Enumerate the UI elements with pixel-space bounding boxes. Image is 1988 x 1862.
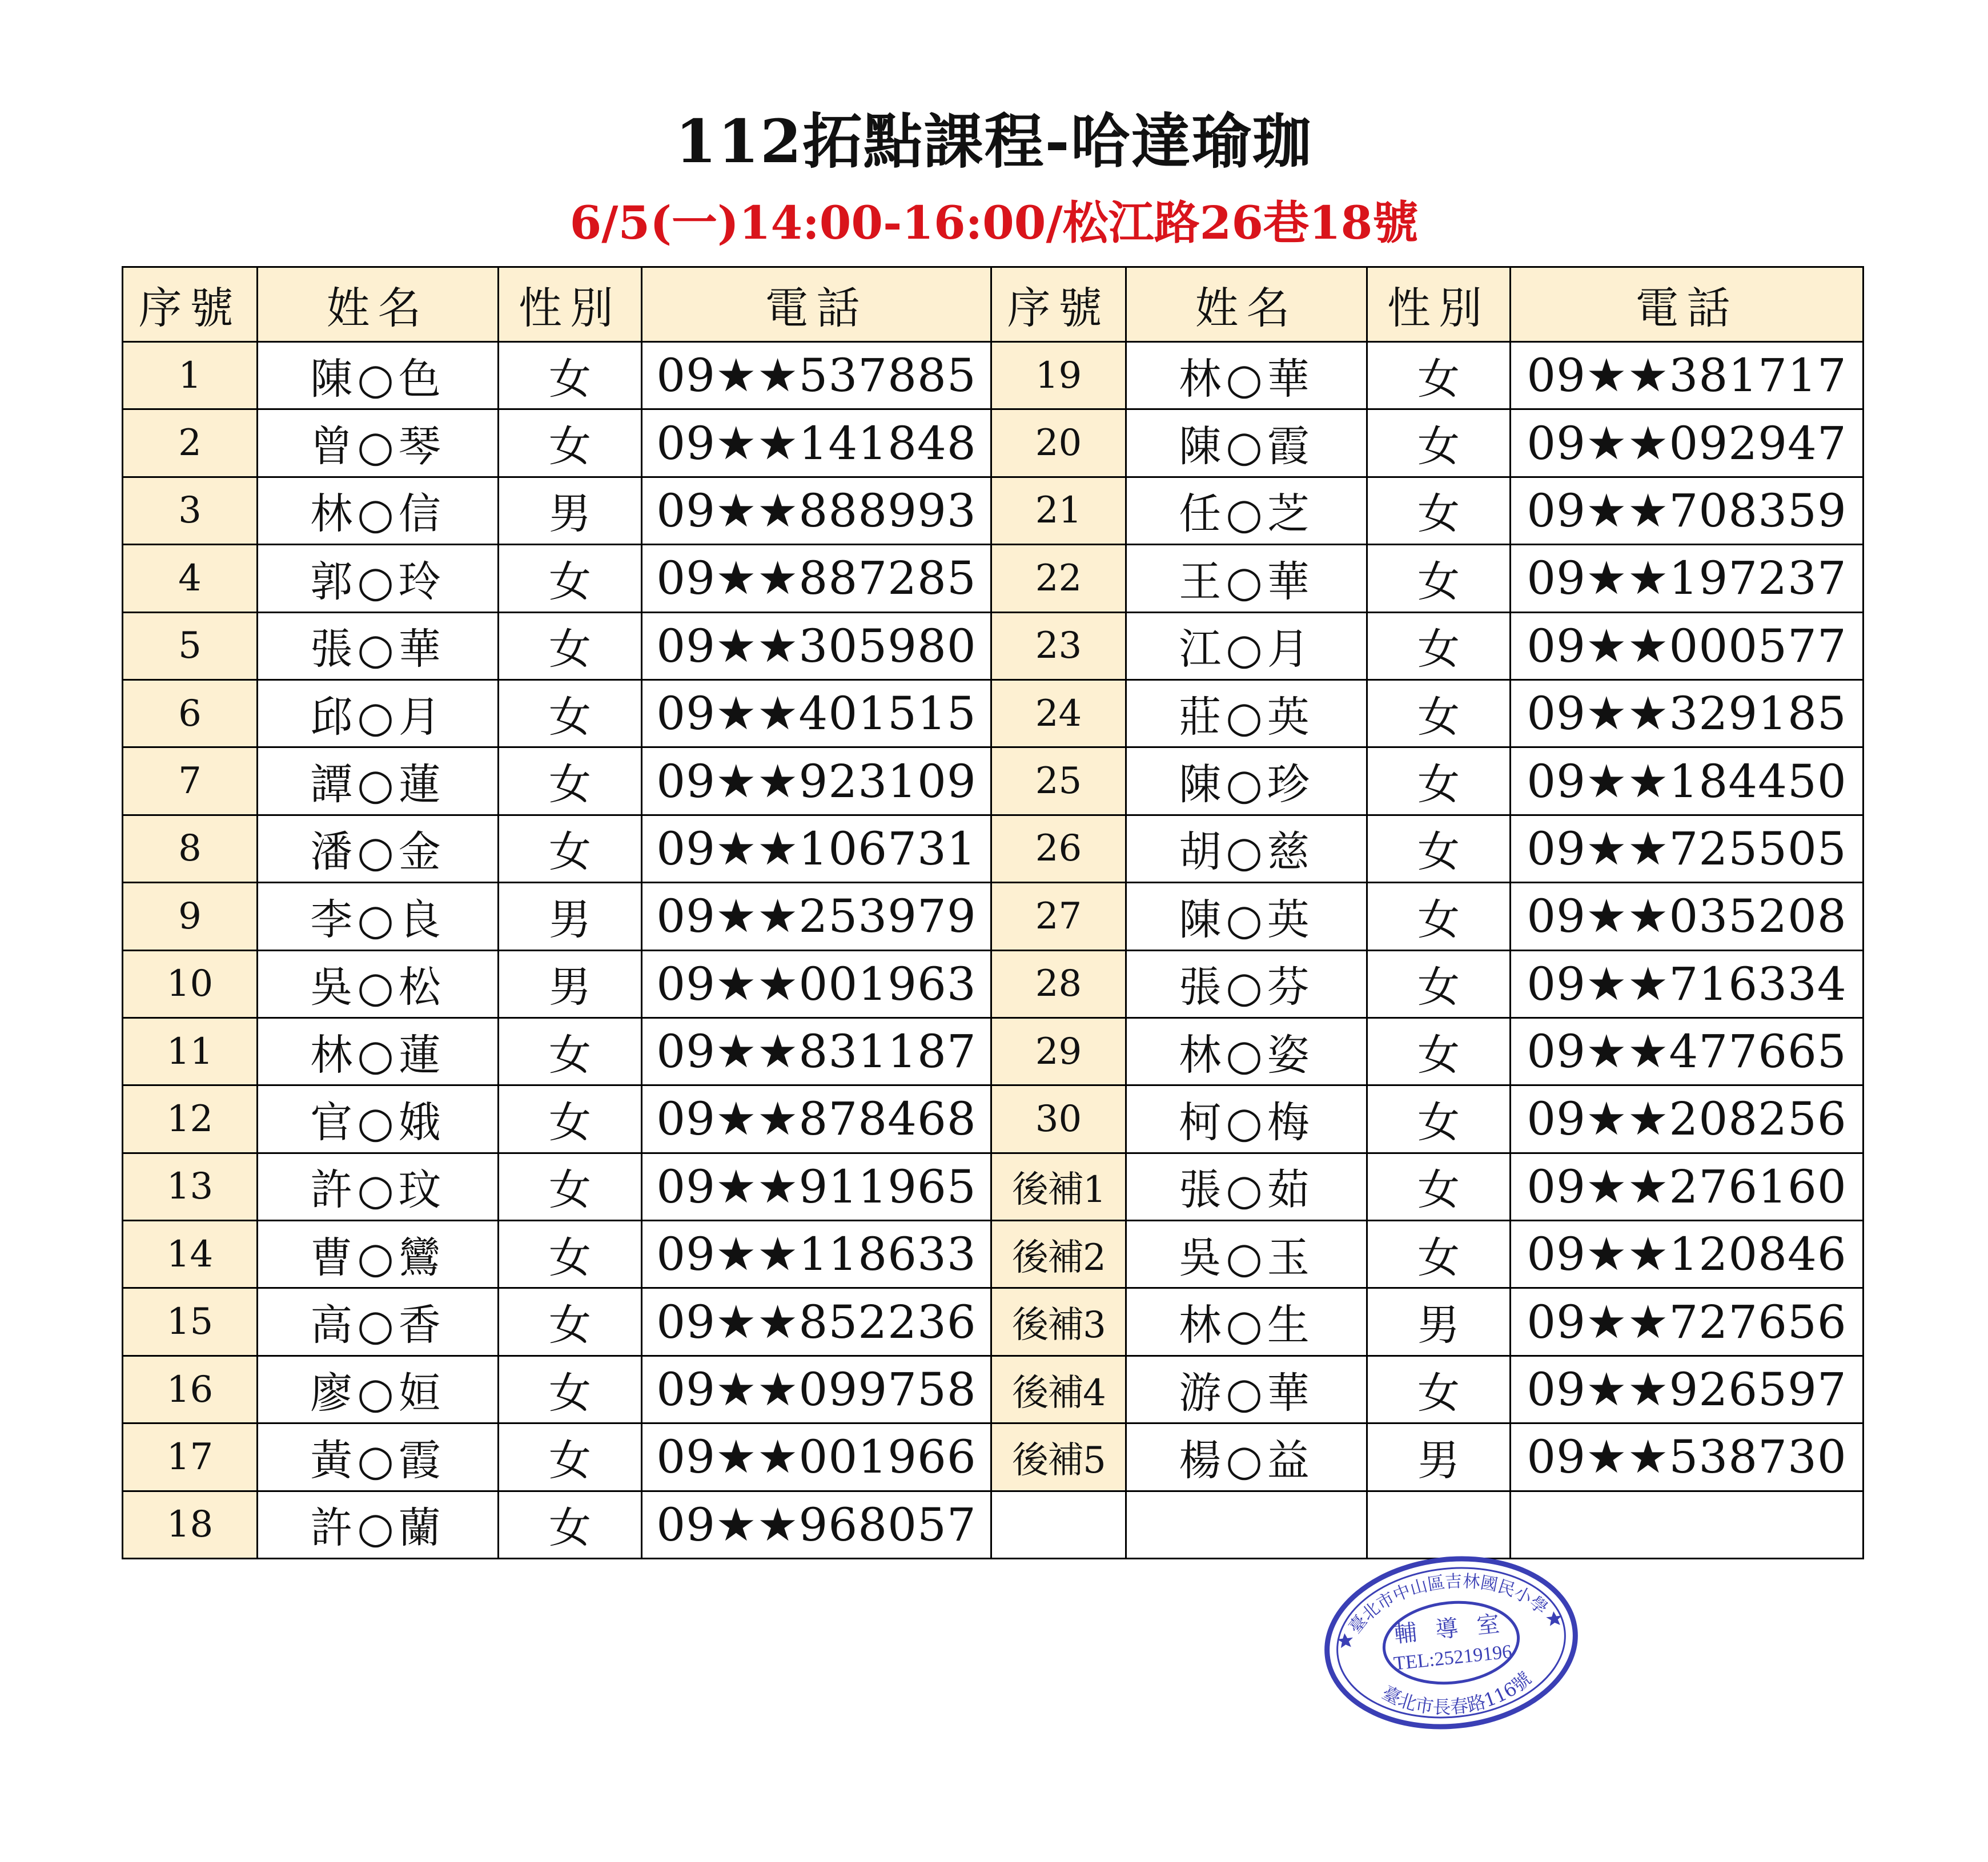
- row-seq: 9: [123, 883, 258, 950]
- page-title: 112拓點課程-哈達瑜珈: [675, 106, 1313, 176]
- row-gender: 男: [1367, 1423, 1511, 1491]
- row-gender: 女: [499, 679, 642, 747]
- row-name: 陳○色: [258, 342, 499, 409]
- row-phone: 09★★477665: [1511, 1018, 1864, 1085]
- row-gender: 女: [499, 1153, 642, 1220]
- row-phone: 09★★106731: [642, 815, 991, 882]
- row-name: [1126, 1491, 1367, 1558]
- row-gender: 女: [1367, 1085, 1511, 1153]
- row-name: 張○芬: [1126, 950, 1367, 1018]
- row-phone: 09★★000577: [1511, 612, 1864, 679]
- row-name: 林○生: [1126, 1288, 1367, 1356]
- row-name: 郭○玲: [258, 545, 499, 612]
- row-phone: 09★★092947: [1511, 409, 1864, 477]
- row-seq: 11: [123, 1018, 258, 1085]
- row-seq: 後補1: [991, 1153, 1126, 1220]
- row-seq: 8: [123, 815, 258, 882]
- row-name: 曾○琴: [258, 409, 499, 477]
- row-name: 陳○英: [1126, 883, 1367, 950]
- header-seq-left: 序號: [123, 267, 258, 342]
- row-name: 曹○鸞: [258, 1221, 499, 1288]
- row-name: 林○信: [258, 477, 499, 544]
- row-phone: 09★★926597: [1511, 1356, 1864, 1423]
- row-name: 張○茹: [1126, 1153, 1367, 1220]
- row-seq: 13: [123, 1153, 258, 1220]
- table-row: [123, 342, 1864, 409]
- header-phone-right: 電話: [1511, 267, 1864, 342]
- row-seq: 20: [991, 409, 1126, 477]
- roster-table: [122, 266, 1864, 1559]
- row-gender: 女: [1367, 815, 1511, 882]
- table-row: [123, 1288, 1864, 1356]
- row-gender: 男: [1367, 1288, 1511, 1356]
- row-seq: 22: [991, 545, 1126, 612]
- row-phone: 09★★727656: [1511, 1288, 1864, 1356]
- row-gender: 女: [1367, 545, 1511, 612]
- row-seq: 15: [123, 1288, 258, 1356]
- table-row: [123, 747, 1864, 815]
- table-row: [123, 883, 1864, 950]
- school-office-stamp: [1320, 1551, 1582, 1735]
- row-seq: 1: [123, 342, 258, 409]
- row-seq: 17: [123, 1423, 258, 1491]
- row-seq: 12: [123, 1085, 258, 1153]
- table-row: [123, 679, 1864, 747]
- row-gender: 女: [499, 409, 642, 477]
- row-phone: 09★★141848: [642, 409, 991, 477]
- row-name: 陳○珍: [1126, 747, 1367, 815]
- row-seq: 19: [991, 342, 1126, 409]
- row-name: 許○蘭: [258, 1491, 499, 1558]
- row-phone: [1511, 1491, 1864, 1558]
- table-row: [123, 950, 1864, 1018]
- row-phone: 09★★208256: [1511, 1085, 1864, 1153]
- row-gender: 女: [499, 1288, 642, 1356]
- row-name: 陳○霞: [1126, 409, 1367, 477]
- row-phone: 09★★537885: [642, 342, 991, 409]
- row-seq: 後補2: [991, 1221, 1126, 1288]
- row-seq: 後補4: [991, 1356, 1126, 1423]
- table-row: [123, 477, 1864, 544]
- row-phone: 09★★001963: [642, 950, 991, 1018]
- row-phone: 09★★120846: [1511, 1221, 1864, 1288]
- table-row: [123, 1221, 1864, 1288]
- row-gender: 女: [499, 1221, 642, 1288]
- row-gender: 女: [499, 342, 642, 409]
- row-seq: 後補3: [991, 1288, 1126, 1356]
- row-name: 潘○金: [258, 815, 499, 882]
- row-phone: 09★★118633: [642, 1221, 991, 1288]
- row-gender: 女: [499, 1085, 642, 1153]
- row-gender: 男: [499, 477, 642, 544]
- row-name: 胡○慈: [1126, 815, 1367, 882]
- header-row: [123, 267, 1864, 342]
- row-seq: 25: [991, 747, 1126, 815]
- row-name: 林○華: [1126, 342, 1367, 409]
- row-name: 譚○蓮: [258, 747, 499, 815]
- row-phone: 09★★329185: [1511, 679, 1864, 747]
- row-seq: 2: [123, 409, 258, 477]
- header-gender-left: 性別: [499, 267, 642, 342]
- row-gender: 女: [1367, 883, 1511, 950]
- row-seq: 16: [123, 1356, 258, 1423]
- row-gender: 女: [499, 545, 642, 612]
- svg-text:臺北市中山區吉林國民小學: 臺北市中山區吉林國民小學: [1345, 1571, 1552, 1638]
- row-gender: [1367, 1491, 1511, 1558]
- row-phone: 09★★099758: [642, 1356, 991, 1423]
- row-phone: 09★★253979: [642, 883, 991, 950]
- row-seq: 10: [123, 950, 258, 1018]
- row-gender: 女: [499, 815, 642, 882]
- header-name-left: 姓名: [258, 267, 499, 342]
- header-seq-right: 序號: [991, 267, 1126, 342]
- table-row: [123, 1356, 1864, 1423]
- row-gender: 女: [499, 1018, 642, 1085]
- row-gender: 女: [499, 612, 642, 679]
- row-seq: 4: [123, 545, 258, 612]
- header-name-right: 姓名: [1126, 267, 1367, 342]
- row-gender: 男: [499, 883, 642, 950]
- row-gender: 女: [1367, 747, 1511, 815]
- row-phone: 09★★401515: [642, 679, 991, 747]
- row-seq: 24: [991, 679, 1126, 747]
- table-row: [123, 1153, 1864, 1220]
- row-seq: [991, 1491, 1126, 1558]
- row-gender: 女: [499, 1423, 642, 1491]
- row-gender: 女: [499, 1356, 642, 1423]
- row-phone: 09★★538730: [1511, 1423, 1864, 1491]
- row-seq: 14: [123, 1221, 258, 1288]
- header-gender-right: 性別: [1367, 267, 1511, 342]
- row-gender: 男: [499, 950, 642, 1018]
- row-seq: 28: [991, 950, 1126, 1018]
- row-name: 林○姿: [1126, 1018, 1367, 1085]
- row-name: 張○華: [258, 612, 499, 679]
- svg-text:TEL:25219196: TEL:25219196: [1392, 1641, 1513, 1675]
- row-gender: 女: [1367, 1221, 1511, 1288]
- row-name: 李○良: [258, 883, 499, 950]
- row-name: 江○月: [1126, 612, 1367, 679]
- row-gender: 女: [1367, 1018, 1511, 1085]
- table-row: [123, 1491, 1864, 1558]
- row-seq: 26: [991, 815, 1126, 882]
- row-name: 黃○霞: [258, 1423, 499, 1491]
- row-phone: 09★★968057: [642, 1491, 991, 1558]
- row-name: 王○華: [1126, 545, 1367, 612]
- row-phone: 09★★305980: [642, 612, 991, 679]
- row-gender: 女: [1367, 679, 1511, 747]
- row-phone: 09★★276160: [1511, 1153, 1864, 1220]
- row-phone: 09★★184450: [1511, 747, 1864, 815]
- row-name: 邱○月: [258, 679, 499, 747]
- row-phone: 09★★887285: [642, 545, 991, 612]
- row-phone: 09★★831187: [642, 1018, 991, 1085]
- header-phone-left: 電話: [642, 267, 991, 342]
- table-row: [123, 409, 1864, 477]
- row-gender: 女: [1367, 1356, 1511, 1423]
- row-name: 柯○梅: [1126, 1085, 1367, 1153]
- row-name: 廖○姮: [258, 1356, 499, 1423]
- table-row: [123, 1423, 1864, 1491]
- row-phone: 09★★381717: [1511, 342, 1864, 409]
- row-gender: 女: [1367, 342, 1511, 409]
- row-seq: 18: [123, 1491, 258, 1558]
- row-seq: 5: [123, 612, 258, 679]
- row-gender: 女: [1367, 1153, 1511, 1220]
- row-gender: 女: [1367, 477, 1511, 544]
- row-phone: 09★★878468: [642, 1085, 991, 1153]
- row-phone: 09★★197237: [1511, 545, 1864, 612]
- row-seq: 3: [123, 477, 258, 544]
- row-seq: 29: [991, 1018, 1126, 1085]
- row-phone: 09★★923109: [642, 747, 991, 815]
- row-name: 游○華: [1126, 1356, 1367, 1423]
- row-gender: 女: [499, 1491, 642, 1558]
- row-seq: 23: [991, 612, 1126, 679]
- table-row: [123, 1018, 1864, 1085]
- table-row: [123, 1085, 1864, 1153]
- row-gender: 女: [499, 747, 642, 815]
- row-name: 吳○玉: [1126, 1221, 1367, 1288]
- row-phone: 09★★852236: [642, 1288, 991, 1356]
- row-phone: 09★★716334: [1511, 950, 1864, 1018]
- row-phone: 09★★708359: [1511, 477, 1864, 544]
- row-name: 楊○益: [1126, 1423, 1367, 1491]
- roster-body: [123, 342, 1864, 1559]
- row-seq: 30: [991, 1085, 1126, 1153]
- row-name: 任○芝: [1126, 477, 1367, 544]
- row-name: 林○蓮: [258, 1018, 499, 1085]
- row-phone: 09★★001966: [642, 1423, 991, 1491]
- row-seq: 7: [123, 747, 258, 815]
- row-phone: 09★★888993: [642, 477, 991, 544]
- row-seq: 後補5: [991, 1423, 1126, 1491]
- row-name: 高○香: [258, 1288, 499, 1356]
- row-gender: 女: [1367, 612, 1511, 679]
- row-name: 莊○英: [1126, 679, 1367, 747]
- svg-text:輔 導 室: 輔 導 室: [1392, 1610, 1507, 1648]
- row-name: 官○娥: [258, 1085, 499, 1153]
- svg-text:臺北市長春路116號: 臺北市長春路116號: [1378, 1667, 1536, 1719]
- row-gender: 女: [1367, 409, 1511, 477]
- table-row: [123, 545, 1864, 612]
- row-phone: 09★★035208: [1511, 883, 1864, 950]
- row-name: 許○玟: [258, 1153, 499, 1220]
- row-seq: 27: [991, 883, 1126, 950]
- row-gender: 女: [1367, 950, 1511, 1018]
- row-phone: 09★★725505: [1511, 815, 1864, 882]
- row-name: 吳○松: [258, 950, 499, 1018]
- session-subtitle: 6/5(一)14:00-16:00/松江路26巷18號: [569, 196, 1419, 250]
- row-phone: 09★★911965: [642, 1153, 991, 1220]
- row-seq: 6: [123, 679, 258, 747]
- table-row: [123, 612, 1864, 679]
- table-row: [123, 815, 1864, 882]
- row-seq: 21: [991, 477, 1126, 544]
